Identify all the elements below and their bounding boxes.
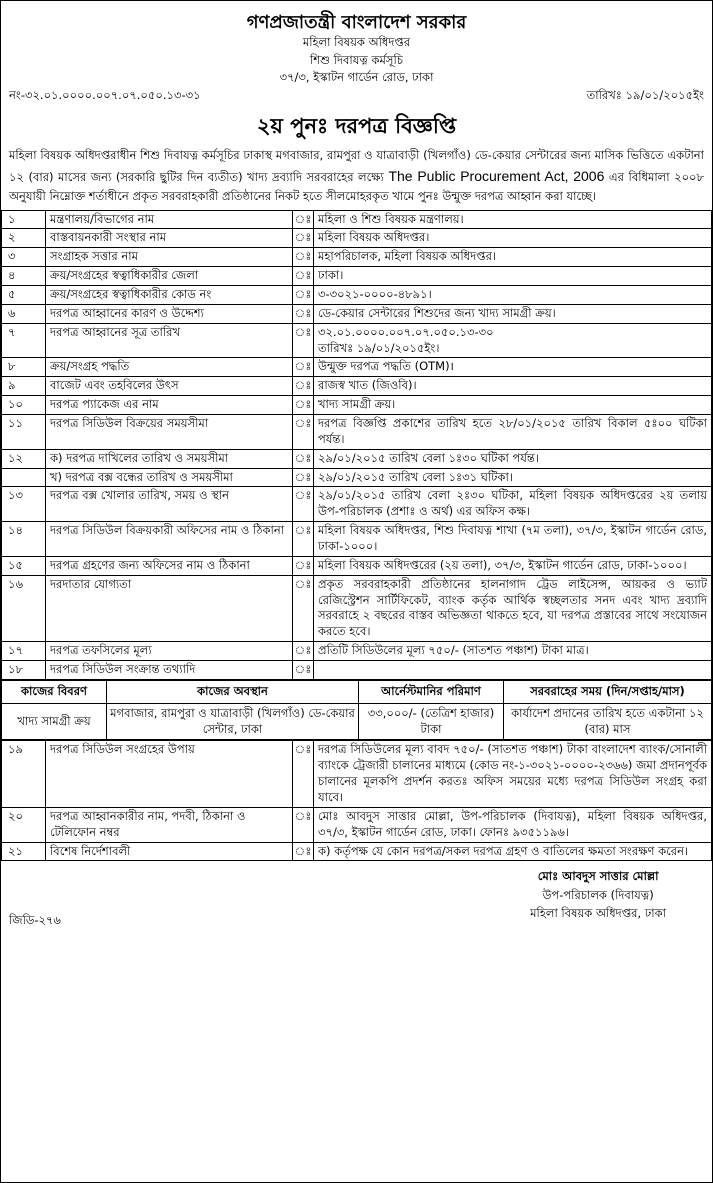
row-colon: ঃ xyxy=(293,377,314,396)
detail-row xyxy=(2,842,712,861)
row-value: মোঃ আবদুস সাত্তার মোল্লা, উপ-পরিচালক (দিবাযত্ন), মহিলা বিষয়ক অধিদপ্তর, ৩৭/৩, ইস্কাটন গার্ডেন রোড, ঢাকা। ফোনঃ ৯৩৫১১৯৬। xyxy=(314,807,712,842)
notice-footer xyxy=(1,861,712,931)
row-number: ১৮ xyxy=(2,661,46,680)
detail-row xyxy=(2,556,712,575)
detail-row xyxy=(2,449,712,468)
row-value: ২৯/০১/২০১৫ তারিখ বেলা ২ঃ৩০ ঘটিকা, মহিলা বিষয়ক অধিদপ্তরের ২য় তলায় উপ-পরিচালক (প্রশাঃ ও অর্থ) এর অফিস কক্ষ। xyxy=(314,487,712,522)
row-value: ক) কর্তৃপক্ষ যে কোন দরপত্র/সকল দরপত্র গ্রহণ ও বাতিলের ক্ষমতা সংরক্ষণ করেন। xyxy=(314,842,712,861)
detail-row xyxy=(2,415,712,450)
row-value: দরপত্র বিজ্ঞপ্তি প্রকাশের তারিখ হতে ২৮/০১/২০১৫ তারিখ বিকাল ৫ঃ০০ ঘটিকা পর্যন্ত। xyxy=(314,415,712,450)
row-colon: ঃ xyxy=(293,842,314,861)
row-label: দরপত্র সিডিউল বিক্রয়ের সময়সীমা xyxy=(46,415,293,450)
row-label: ক্রয়/সংগ্রহ পদ্ধতি xyxy=(46,358,293,377)
row-label: দরপত্র বক্স খোলার তারিখ, সময় ও স্থান xyxy=(46,487,293,522)
dfp-number: জিডি-২৭৬ xyxy=(9,912,61,927)
detail-row xyxy=(2,323,712,358)
row-label: সংগ্রাহক সত্তার নাম xyxy=(46,248,293,267)
row-value: মহাপরিচালক, মহিলা বিষয়ক অধিদপ্তর। xyxy=(314,248,712,267)
notice-date: তারিখঃ ১৯/০১/২০১৫ইং xyxy=(586,88,704,103)
row-value: ডে-কেয়ার সেন্টারের শিশুদের জন্য খাদ্য সামগ্রী ক্রয়। xyxy=(314,304,712,323)
row-colon: ঃ xyxy=(293,642,314,661)
row-label: দরদাতার যোগ্যতা xyxy=(46,575,293,641)
row-label: দরপত্র আহ্বানের কারণ ও উদ্দেশ্য xyxy=(46,304,293,323)
row-number: ২১ xyxy=(2,842,46,861)
row-number: ১৫ xyxy=(2,556,46,575)
detail-row xyxy=(2,642,712,661)
detail-row xyxy=(2,741,712,807)
work-supply-time: কার্যাদেশ প্রদানের তারিখ হতে একটানা ১২ (বার) মাস xyxy=(504,703,712,740)
row-number: ৯ xyxy=(2,377,46,396)
row-colon: ঃ xyxy=(293,449,314,468)
intro-paragraph xyxy=(1,146,712,205)
row-colon: ঃ xyxy=(293,396,314,415)
row-colon: ঃ xyxy=(293,807,314,842)
department-name: মহিলা বিষয়ক অধিদপ্তর xyxy=(302,35,411,50)
row-value: ৩-৩০২১-০০০০-৪৮৯১। xyxy=(314,285,712,304)
row-label: ক) দরপত্র দাখিলের তারিখ ও সময়সীমা xyxy=(46,449,293,468)
row-colon: ঃ xyxy=(293,248,314,267)
procurement-act: The Public Procurement Act, 2006 xyxy=(388,167,605,184)
row-number: ২ xyxy=(2,229,46,248)
row-number: ১১ xyxy=(2,415,46,450)
detail-row xyxy=(2,358,712,377)
work-row xyxy=(2,703,712,740)
row-number: ৪ xyxy=(2,267,46,286)
detail-row xyxy=(2,267,712,286)
row-number xyxy=(2,468,46,487)
row-label: বাজেট এবং তহবিলের উৎস xyxy=(46,377,293,396)
row-number: ৮ xyxy=(2,358,46,377)
row-colon: ঃ xyxy=(293,285,314,304)
row-number: ৩ xyxy=(2,248,46,267)
work-summary-table xyxy=(1,680,712,741)
row-label: মন্ত্রণালয়/বিভাগের নাম xyxy=(46,210,293,229)
row-label: দরপত্র আহ্বানের সূত্র তারিখ xyxy=(46,323,293,358)
row-value xyxy=(314,323,712,358)
row-number: ২০ xyxy=(2,807,46,842)
row-value: রাজস্ব খাত (জিওবি)। xyxy=(314,377,712,396)
row-colon: ঃ xyxy=(293,304,314,323)
row-value: প্রকৃত সরবরাহকারী প্রতিষ্ঠানের হালনাগাদ ট্রেড লাইসেন্স, আয়কর ও ভ্যাট রেজিস্ট্রেশন সার্টিফিকেট, ব্যাংক কর্তৃক আর্থিক স্বচ্ছলতার সনদ এবং খাদ্য দ্রব্যাদি সরবরাহে ২ বছরের বাস্তব অভিজ্ঞতা থাকতে হবে, যা দরপত্র প্রস্তাবের সাথে সংযোজন করতে হবে। xyxy=(314,575,712,641)
row-value xyxy=(314,661,712,680)
detail-row xyxy=(2,285,712,304)
signature-block xyxy=(530,867,666,922)
row-label: দরপত্র তফসিলের মূল্য xyxy=(46,642,293,661)
detail-row xyxy=(2,807,712,842)
row-value: প্রতিটি সিডিউলের মূল্য ৭৫০/- (সাতশত পঞ্চাশ) টাকা মাত্র। xyxy=(314,642,712,661)
row-colon: ঃ xyxy=(293,323,314,358)
work-description: খাদ্য সামগ্রী ক্রয় xyxy=(2,703,107,740)
row-number: ১৪ xyxy=(2,522,46,557)
row-number: ১৬ xyxy=(2,575,46,641)
detail-row xyxy=(2,304,712,323)
row-colon: ঃ xyxy=(293,556,314,575)
row-value: মহিলা বিষয়ক অধিদপ্তরের (২য় তলা), ৩৭/৩, ইস্কাটন গার্ডেন রোড, ঢাকা-১০০০। xyxy=(314,556,712,575)
signatory-designation: উপ-পরিচালক (দিবাযত্ন) xyxy=(542,887,654,902)
row-value: ২৯/০১/২০১৫ তারিখ বেলা ১ঃ৩০ ঘটিকা পর্যন্ত। xyxy=(314,449,712,468)
notice-header xyxy=(1,1,712,86)
row-value: খাদ্য সামগ্রী ক্রয়। xyxy=(314,396,712,415)
row-label: বাস্তবায়নকারী সংস্থার নাম xyxy=(46,229,293,248)
row-number: ১০ xyxy=(2,396,46,415)
row-colon: ঃ xyxy=(293,741,314,807)
row-number: ৬ xyxy=(2,304,46,323)
detail-row xyxy=(2,522,712,557)
row-colon: ঃ xyxy=(293,575,314,641)
detail-row xyxy=(2,487,712,522)
notice-title: ২য় পুনঃ দরপত্র বিজ্ঞপ্তি xyxy=(256,114,457,139)
row-label: ক্রয়/সংগ্রহের স্বত্বাধিকারীর জেলা xyxy=(46,267,293,286)
row-colon: ঃ xyxy=(293,267,314,286)
row-label: দরপত্র গ্রহণের জন্য অফিসের নাম ও ঠিকানা xyxy=(46,556,293,575)
signatory-office: মহিলা বিষয়ক অধিদপ্তর, ঢাকা xyxy=(530,906,666,921)
work-header-description: কাজের বিবরণ xyxy=(2,680,107,703)
row-colon: ঃ xyxy=(293,661,314,680)
intro-part-2: এর বিধিমালা ২০০৮ অনুযায়ী নিম্নোক্ত শর্তাধীনে প্রকৃত সরবরাহকারী প্রতিষ্ঠানের নিকট হতে সীলমোহরকৃত খামে পুনঃ উন্মুক্ত দরপত্র আহ্বান করা যাচ্ছে। xyxy=(9,169,704,204)
row-colon: ঃ xyxy=(293,468,314,487)
row-value: মহিলা বিষয়ক অধিদপ্তর, শিশু দিবাযত্ন শাখা (৭ম তলা), ৩৭/৩, ইস্কাটন গার্ডেন রোড, ঢাকা-১০০০। xyxy=(314,522,712,557)
work-location: মগবাজার, রামপুরা ও যাত্রাবাড়ী (খিলগাঁও) ডে-কেয়ার সেন্টার, ঢাকা xyxy=(107,703,359,740)
memo-number: নং-৩২.০১.০০০০.০০৭.০৭.০৫০.১৩-৩১ xyxy=(9,88,201,103)
row-colon: ঃ xyxy=(293,358,314,377)
row-label: দরপত্র আহ্বানকারীর নাম, পদবী, ঠিকানা ও টেলিফোন নম্বর xyxy=(46,807,293,842)
detail-row xyxy=(2,377,712,396)
row-label: দরপত্র সিডিউল সংক্রান্ত তথ্যাদি xyxy=(46,661,293,680)
row-label: দরপত্র সিডিউল বিক্রয়কারী অফিসের নাম ও ঠিকানা xyxy=(46,522,293,557)
row-number: ৫ xyxy=(2,285,46,304)
row-value-date: তারিখঃ ১৯/০১/২০১৫ইং। xyxy=(318,340,440,355)
row-label: বিশেষ নির্দেশাবলী xyxy=(46,842,293,861)
row-label: ক্রয়/সংগ্রহের স্বত্বাধিকারীর কোড নং xyxy=(46,285,293,304)
detail-row xyxy=(2,248,712,267)
row-number: ১৭ xyxy=(2,642,46,661)
row-number: ১ xyxy=(2,210,46,229)
row-number: ১৯ xyxy=(2,741,46,807)
row-colon: ঃ xyxy=(293,229,314,248)
row-number: ১৩ xyxy=(2,487,46,522)
row-value: উন্মুক্ত দরপত্র পদ্ধতি (OTM)। xyxy=(314,358,712,377)
detail-row xyxy=(2,575,712,641)
row-value: দরপত্র সিডিউলের মূল্য বাবদ ৭৫০/- (সাতশত পঞ্চাশ) টাকা বাংলাদেশ ব্যাংক/সোনালী ব্যাংকে ট্রেজারী চালানের মাধ্যমে (কোড নং-১-৩০২১-০০০০-২৩৬৬) জমা প্রদানপূর্বক চালানের মূলকপি প্রদর্শন করতঃ অফিস সময়ের মধ্যে দরপত্র সিডিউল সংগ্রহ করা যাবে। xyxy=(314,741,712,807)
government-title: গণপ্রজাতন্ত্রী বাংলাদেশ সরকার xyxy=(246,12,467,33)
row-label: খ) দরপত্র বক্স বন্ধের তারিখ ও সময়সীমা xyxy=(46,468,293,487)
detail-row xyxy=(2,229,712,248)
work-earnest-money: ৩৩,০০০/- (তেত্রিশ হাজার) টাকা xyxy=(359,703,504,740)
row-colon: ঃ xyxy=(293,415,314,450)
work-header-location: কাজের অবস্থান xyxy=(107,680,359,703)
detail-row xyxy=(2,210,712,229)
row-value: মহিলা ও শিশু বিষয়ক মন্ত্রণালয়। xyxy=(314,210,712,229)
intro-part-1: মহিলা বিষয়ক অধিদপ্তরাধীন শিশু দিবাযত্ন কর্মসূচির ঢাকাস্থ মগবাজার, রামপুরা ও যাত্রাবাড়ী (খিলগাঁও) ডে-কেয়ার সেন্টারের জন্য মাসিক ভিত্তিতে একটানা ১২ (বার) মাসের জন্য (সরকারি ছুটির দিন ব্যতীত) খাদ্য দ্রব্যাদি সরবরাহের লক্ষ্যে xyxy=(9,148,704,184)
tender-details-table-a xyxy=(1,210,712,680)
row-number: ১২ xyxy=(2,449,46,468)
tender-details-table-b xyxy=(1,740,712,861)
detail-row xyxy=(2,661,712,680)
program-name: শিশু দিবাযত্ন কর্মসূচি xyxy=(310,52,403,67)
row-value-line: ৩২.০১.০০০০.০০৭.০৭.০৫০.১৩-৩০ xyxy=(318,324,494,339)
row-number: ৭ xyxy=(2,323,46,358)
row-colon: ঃ xyxy=(293,487,314,522)
detail-row xyxy=(2,468,712,487)
work-header-supply-time: সরবরাহের সময় (দিন/সপ্তাহ/মাস) xyxy=(504,680,712,703)
signatory-name: মোঃ আবদুস সাত্তার মোল্লা xyxy=(537,869,659,884)
reference-line xyxy=(1,86,712,103)
row-value: ২৯/০১/২০১৫ তারিখ বেলা ১ঃ৩১ ঘটিকা। xyxy=(314,468,712,487)
row-value: মহিলা বিষয়ক অধিদপ্তর। xyxy=(314,229,712,248)
row-colon: ঃ xyxy=(293,522,314,557)
row-label: দরপত্র প্যাকেজ এর নাম xyxy=(46,396,293,415)
row-value: ঢাকা। xyxy=(314,267,712,286)
row-colon: ঃ xyxy=(293,210,314,229)
office-address: ৩৭/৩, ইস্কাটন গার্ডেন রোড, ঢাকা xyxy=(279,69,434,84)
row-label: দরপত্র সিডিউল সংগ্রহের উপায় xyxy=(46,741,293,807)
detail-row xyxy=(2,396,712,415)
work-header-earnest-money: আর্নেস্টমানির পরিমাণ xyxy=(359,680,504,703)
